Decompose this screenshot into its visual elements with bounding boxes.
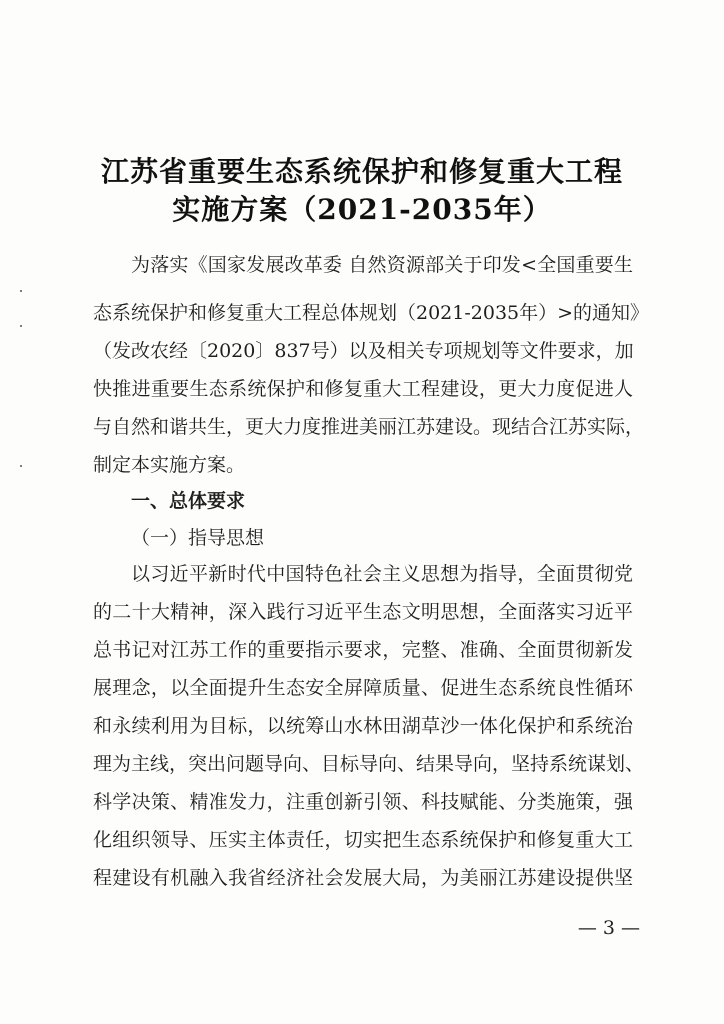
body-paragraph-line: 以习近平新时代中国特色社会主义思想为指导，全面贯彻党 (131, 563, 633, 585)
body-paragraph-line: 展理念，以全面提升生态安全屏障质量、促进生态系统良性循环 (93, 677, 633, 699)
body-paragraph-line: 总书记对江苏工作的重要指示要求，完整、准确、全面贯彻新发 (93, 639, 633, 661)
subsection-heading: （一）指导思想 (131, 527, 265, 549)
scan-margin-mark (20, 290, 22, 292)
section-heading: 一、总体要求 (131, 490, 246, 512)
page-number: — 3 — (577, 917, 640, 939)
intro-paragraph-line: 制定本实施方案。 (93, 454, 246, 476)
body-paragraph-line: 化组织领导、压实主体责任，切实把生态系统保护和修复重大工 (93, 829, 633, 851)
body-paragraph-line: 科学决策、精准发力，注重创新引领、科技赋能、分类施策，强 (93, 791, 633, 813)
body-paragraph-line: 的二十大精神，深入践行习近平生态文明思想，全面落实习近平 (93, 601, 633, 623)
intro-paragraph-line: 快推进重要生态系统保护和修复重大工程建设，更大力度促进人 (93, 378, 633, 400)
body-paragraph-line: 和永续利用为目标，以统筹山水林田湖草沙一体化保护和系统治 (93, 715, 633, 737)
document-title-line-1: 江苏省重要生态系统保护和修复重大工程 (100, 155, 623, 188)
intro-paragraph-line: （发改农经〔2020〕837号）以及相关专项规划等文件要求，加 (93, 340, 634, 362)
document-title-line-2: 实施方案（2021-2035年） (172, 193, 552, 226)
body-paragraph-line: 理为主线，突出问题导向、目标导向、结果导向，坚持系统谋划、 (93, 753, 645, 775)
body-paragraph-line: 程建设有机融入我省经济社会发展大局，为美丽江苏建设提供坚 (93, 867, 633, 889)
scan-margin-mark (20, 325, 22, 327)
intro-paragraph-line: 为落实《国家发展改革委 自然资源部关于印发<全国重要生 (131, 254, 633, 276)
intro-paragraph-line: 与自然和谐共生，更大力度推进美丽江苏建设。现结合江苏实际， (93, 416, 645, 438)
scan-margin-mark (20, 465, 22, 467)
intro-paragraph-line: 态系统保护和修复重大工程总体规划（2021-2035年）>的通知》 (93, 302, 650, 324)
